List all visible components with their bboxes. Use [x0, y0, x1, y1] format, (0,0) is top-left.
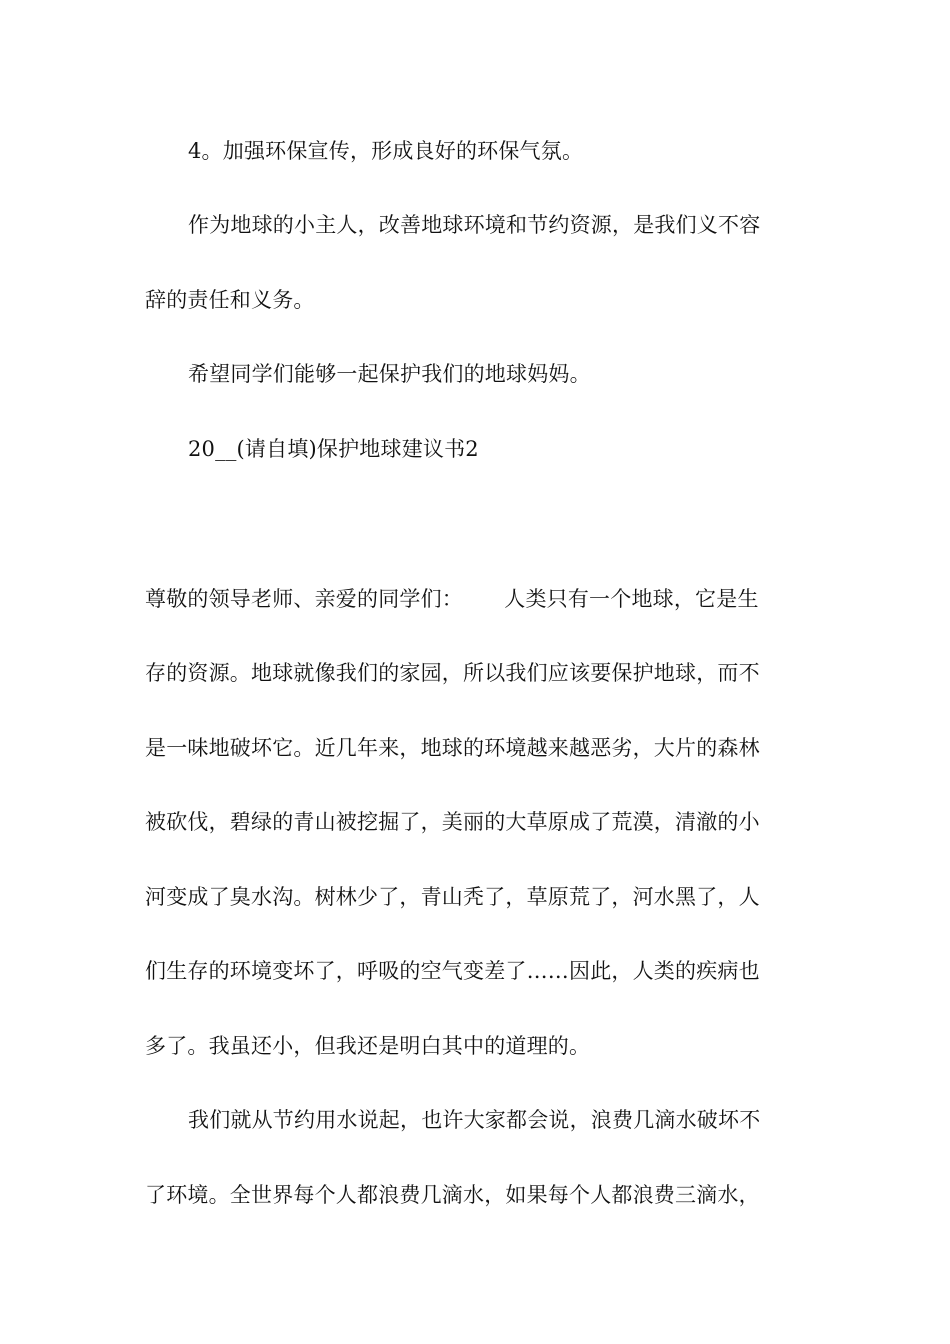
paragraph-line: 被砍伐，碧绿的青山被挖掘了，美丽的大草原成了荒漠，清澈的小 — [145, 810, 760, 834]
paragraph-line: 辞的责任和义务。 — [145, 288, 315, 312]
section-heading: 20__(请自填)保护地球建议书2 — [188, 437, 479, 461]
paragraph-line: 尊敬的领导老师、亲爱的同学们： 人类只有一个地球，它是生 — [145, 587, 759, 611]
paragraph-line: 河变成了臭水沟。树林少了，青山秃了，草原荒了，河水黑了，人 — [145, 885, 760, 909]
paragraph-line: 是一味地破坏它。近几年来，地球的环境越来越恶劣，大片的森林 — [145, 736, 760, 760]
paragraph-line: 了环境。全世界每个人都浪费几滴水，如果每个人都浪费三滴水， — [145, 1183, 760, 1207]
paragraph-line: 存的资源。地球就像我们的家园，所以我们应该要保护地球，而不 — [145, 661, 760, 685]
paragraph-line: 作为地球的小主人，改善地球环境和节约资源，是我们义不容 — [188, 213, 761, 237]
paragraph-line: 希望同学们能够一起保护我们的地球妈妈。 — [188, 362, 591, 386]
paragraph-line: 多了。我虽还小，但我还是明白其中的道理的。 — [145, 1034, 591, 1058]
paragraph-line: 们生存的环境变坏了，呼吸的空气变差了……因此，人类的疾病也 — [145, 959, 760, 983]
paragraph-line: 我们就从节约用水说起，也许大家都会说，浪费几滴水破坏不 — [188, 1108, 761, 1132]
paragraph-line: 4。加强环保宣传，形成良好的环保气氛。 — [188, 139, 584, 163]
